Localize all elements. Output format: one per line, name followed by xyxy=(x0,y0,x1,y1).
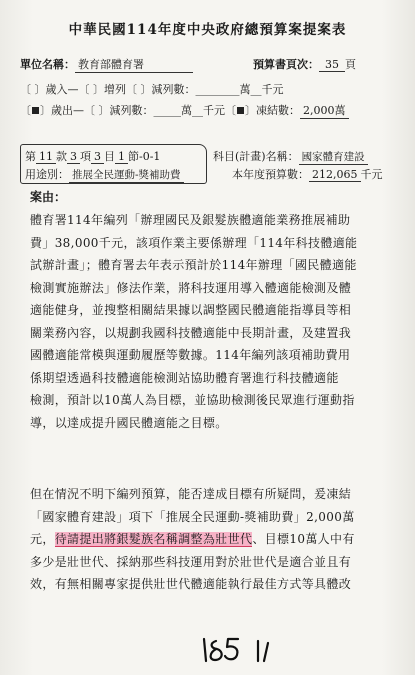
purpose-line xyxy=(25,166,184,183)
freeze-label: 〕凍結數： xyxy=(245,104,300,117)
handwritten-page-note xyxy=(200,633,290,663)
page-ref xyxy=(253,56,356,72)
purpose-label: 用途別： xyxy=(25,168,69,181)
page-value: 35 xyxy=(319,58,345,72)
mu-value: 3 xyxy=(91,150,104,164)
body-line: 國體適能常模與運動履歷等數據。114年編列該項補助費用 xyxy=(30,348,351,362)
amount-line xyxy=(232,166,383,182)
amount-value: 212,065 xyxy=(309,168,361,182)
code-prefix: 第 xyxy=(25,150,36,163)
body-line: 係期望透過科技體適能檢測站協助體育署進行科技體適能 xyxy=(30,370,339,385)
checked-box-icon xyxy=(237,107,244,114)
mu-label: 目 xyxy=(104,150,115,163)
program-value: 國家體育建設 xyxy=(299,149,368,165)
exp-text: 〕歲出—〔 〕減列數：_____萬__千元〔 xyxy=(40,104,236,117)
page-label: 預算書頁次： xyxy=(253,58,319,71)
form-title: 中華民國114年度中央政府總預算案提案表 xyxy=(68,22,347,38)
highlighted-text: 待請提出將銀髮族名稱調整為壯世代 xyxy=(54,532,253,546)
program-label: 科目(計畫)名稱： xyxy=(213,150,299,163)
purpose-value: 推展全民運動-獎補助費 xyxy=(69,167,184,183)
body-line: 適能健身，並搜整相關結果據以調整國民體適能指導員等相 xyxy=(30,303,352,317)
xiang-label: 項 xyxy=(80,150,91,163)
body-line: 多少是壯世代、採納那些科技運用對於壯世代是適合並且有 xyxy=(30,554,352,569)
unit-row xyxy=(20,56,193,73)
body-line: 試辦計畫」；體育署去年表示預計於114年辦理「國民體適能 xyxy=(30,258,357,272)
program-line xyxy=(213,148,368,165)
body-line: 費」38,000千元，該項作業主要係辦理「114年科技體適能 xyxy=(30,235,358,250)
body-line: 導，以達成提升國民體適能之目標。 xyxy=(30,415,228,430)
freeze-value: 2,000萬 xyxy=(300,102,349,119)
jie-label: 節-0-1 xyxy=(128,150,161,163)
body-line: 但在情況不明下編列預算，能否達成目標有所疑問，爰凍結 xyxy=(30,487,352,501)
body-line: 體育署114年編列「辦理國民及銀髮族體適能業務推展補助 xyxy=(30,213,351,227)
checked-box-icon xyxy=(32,107,39,114)
xiang-value: 3 xyxy=(67,150,80,164)
reason-heading: 案由： xyxy=(30,190,67,204)
body-line: 效，有無相關專家提供壯世代體適能執行最佳方式等具體改 xyxy=(30,577,352,591)
reason-paragraph-1 xyxy=(30,209,400,434)
unit-label: 單位名稱： xyxy=(20,58,75,71)
page-suffix: 頁 xyxy=(345,58,356,71)
unit-value: 教育部體育署 xyxy=(75,56,193,73)
body-line: 「國家體育建設」項下「推展全民運動-獎補助費」2,000萬 xyxy=(30,509,355,524)
line-start: 元， xyxy=(30,532,55,546)
kuan-value: 11 xyxy=(36,150,56,164)
amount-unit: 千元 xyxy=(360,168,383,181)
exp-bracket-open: 〔 xyxy=(20,104,31,117)
reason-paragraph-2 xyxy=(30,483,400,596)
kuan-label: 款 xyxy=(56,150,67,163)
code-line xyxy=(25,148,160,164)
line-end: 、目標10萬人中有 xyxy=(252,532,355,546)
revenue-row: 〔 〕歲入—〔 〕增列〔 〕減列數：________萬__千元 xyxy=(20,83,284,96)
body-line xyxy=(30,528,400,551)
body-line: 關業務內容，以規劃我國科技體適能中長期計畫，及建置我 xyxy=(30,325,352,340)
body-line: 檢測實施辦法」修法作業，將科技運用導入體適能檢測及體 xyxy=(30,280,352,295)
body-line: 檢測，預計以10萬人為目標，並協助檢測後民眾進行運動指 xyxy=(30,393,355,407)
expenditure-row xyxy=(20,102,349,119)
amount-label: 本年度預算數： xyxy=(232,168,309,181)
jie-value: 1 xyxy=(115,150,128,164)
